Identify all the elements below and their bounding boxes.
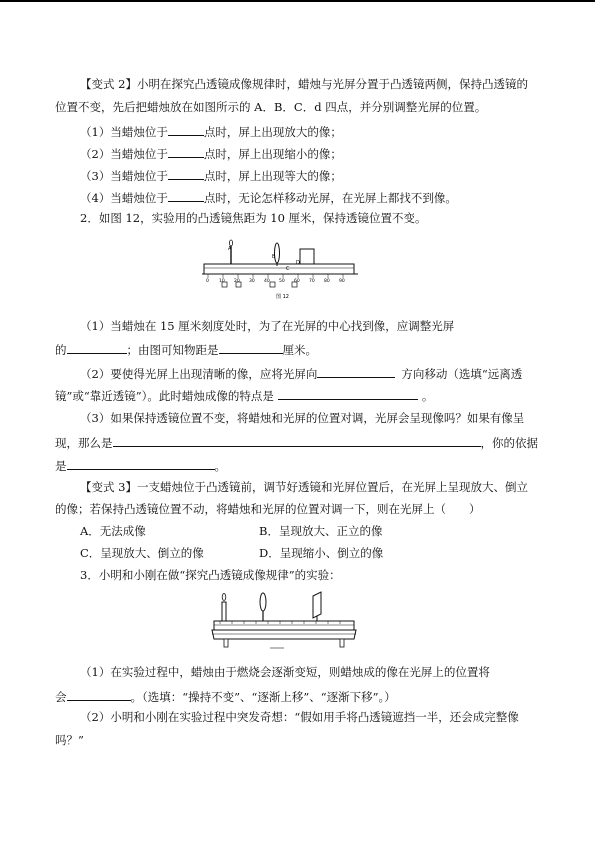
answer-blank[interactable] (278, 387, 418, 400)
q3-part1-line1: （1）在实验过程中，蜡烛由于燃烧会逐渐变短，则蜡烛成的像在光屏上的位置将 (80, 665, 490, 679)
answer-blank[interactable] (67, 341, 127, 354)
scale-tick-label: 90 (339, 279, 345, 284)
q3-part1-line2: 会 。（选填：“操持不变”、“逐渐上移”、“逐渐下移”。） (55, 690, 396, 704)
answer-blank[interactable] (113, 434, 481, 447)
q2-part1-line2: 的 ；由图可知物距是 厘米。 (55, 343, 317, 357)
answer-blank[interactable] (168, 145, 204, 158)
q3-stem: 3．小明和小刚在做“探究凸透镜成像规律”的实验： (80, 568, 341, 582)
variant2-intro-line2: 位置不变，先后把蜡烛放在如图所示的 A．B．C．d 四点，并分别调整光屏的位置。 (55, 100, 487, 114)
q3-part2-line1: （2）小明和小刚在实验过程中突发奇想：“假如用手将凸透镜遮挡一半，还会成完整像 (80, 710, 519, 724)
point-label: B (272, 254, 276, 260)
q2-part3-line1: （3）如果保持透镜位置不变，将蜡烛和光屏的位置对调，光屏会呈现像吗？如果有像呈 (80, 411, 525, 425)
scale-tick-label: 40 (264, 279, 270, 284)
variant2-item-4: （4）当蜡烛位于 点时，无论怎样移动光屏，在光屏上都找不到像。 (80, 191, 457, 205)
q2-part2-line2: 镜”或“靠近透镜”）。此时蜡烛成像的特点是 。 (55, 389, 434, 403)
scale-tick-label: 70 (309, 279, 315, 284)
answer-blank[interactable] (67, 457, 215, 470)
variant2-item-1: （1）当蜡烛位于 点时，屏上出现放大的像； (80, 125, 342, 139)
convex-lens (260, 593, 266, 611)
point-label: C (286, 266, 290, 272)
q2-part3-line3: 是 。 (55, 459, 226, 473)
option-d[interactable]: D．呈现缩小、倒立的像 (259, 546, 384, 560)
q2-part3-line2: 现，那么是 ，你的依据 (55, 436, 538, 450)
point-label: D (296, 260, 300, 266)
option-c[interactable]: C．呈现放大、倒立的像 (80, 546, 204, 560)
answer-blank[interactable] (168, 123, 204, 136)
answer-blank[interactable] (317, 365, 395, 378)
variant2-intro-line1: 【变式 2】小明在探究凸透镜成像规律时，蜡烛与光屏分置于凸透镜两侧，保持凸透镜的 (80, 77, 528, 91)
figure-caption: 图 12 (276, 294, 289, 300)
optical-bench-figure (210, 590, 358, 652)
q2-part2-line1: （2）要使得光屏上出现清晰的像，应将光屏向 方向移动（选填“远离透 (80, 367, 523, 381)
candle-flame (222, 594, 226, 601)
figure-12-optical-bench (200, 238, 362, 302)
light-screen (300, 249, 314, 264)
q3-part2-line2: 吗？” (55, 733, 84, 747)
scale-tick-label: 0 (206, 279, 209, 284)
answer-blank[interactable] (219, 341, 283, 354)
scale-tick-label: 80 (324, 279, 330, 284)
point-mark-c (270, 282, 275, 287)
q2-stem: 2．如图 12，实验用的凸透镜焦距为 10 厘米，保持透镜位置不变。 (80, 211, 427, 225)
scale-tick-label: 30 (249, 279, 255, 284)
variant3-line2: 的像；若保持凸透镜位置不动，将蜡烛和光屏的位置对调一下，则在光屏上（ ） (55, 502, 481, 516)
variant3-line1: 【变式 3】一支蜡烛位于凸透镜前，调节好透镜和光屏位置后，在光屏上呈现放大、倒立 (80, 480, 528, 494)
scale-tick-label: 60 (294, 279, 300, 284)
answer-blank[interactable] (168, 167, 204, 180)
variant2-item-3: （3）当蜡烛位于 点时，屏上出现等大的像； (80, 169, 342, 183)
variant2-item-2: （2）当蜡烛位于 点时，屏上出现缩小的像； (80, 147, 342, 161)
scale-tick-label: 10 (219, 279, 225, 284)
scale-tick-label: 20 (234, 279, 240, 284)
scale-tick-label: 50 (279, 279, 285, 284)
answer-blank[interactable] (168, 189, 204, 202)
page-top-rule (0, 0, 595, 2)
option-a[interactable]: A．无法成像 (80, 524, 146, 538)
convex-lens (275, 243, 280, 263)
light-screen (313, 592, 321, 618)
answer-blank[interactable] (67, 688, 131, 701)
q2-part1-line1: （1）当蜡烛在 15 厘米刻度处时，为了在光屏的中心找到像，应调整光屏 (80, 319, 455, 333)
point-label: A (228, 246, 232, 252)
option-b[interactable]: B．呈现放大、正立的像 (259, 524, 383, 538)
candle (222, 602, 226, 621)
